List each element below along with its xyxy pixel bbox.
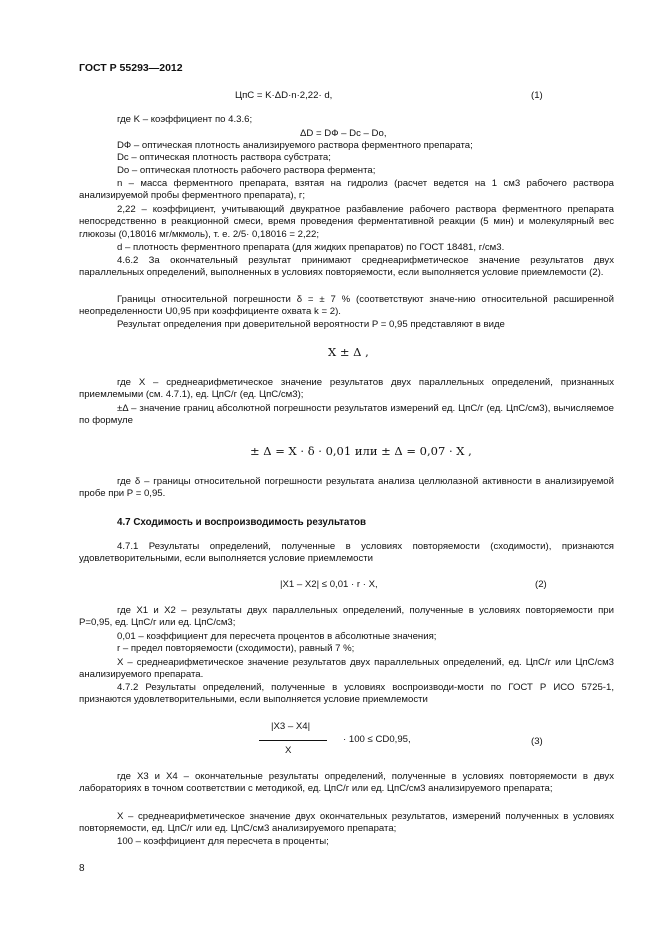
definitions-1 xyxy=(117,140,614,177)
where-x3-x4: где X3 и X4 – окончательные результаты определений, полученные в условиях повторяемости в двух лабораториях в точном соответствии с методикой, ед. ЦпС/г или ед. ЦпС/см3 анализируемого препарата; xyxy=(79,771,614,795)
def-r: r – предел повторяемости (сходимости), равный 7 %; xyxy=(117,643,355,655)
formula-1-number: (1) xyxy=(531,90,543,101)
paragraph-4-7-2: 4.7.2 Результаты определений, полученные в условиях воспроизводи-мости по ГОСТ Р ИСО 5725-1, признаются удовлетворительными, если выполняется условие приемлемости xyxy=(79,682,614,706)
where-delta: где δ – границы относительной погрешности результата анализа целлюлазной активности в анализируемой пробе при P = 0,95. xyxy=(79,476,614,500)
paragraph-4-7-1: 4.7.1 Результаты определений, полученные в условиях повторяемости (сходимости), признаются удовлетворительными, если выполняется условие приемлемости xyxy=(79,541,614,565)
paragraph-4-6-2: 4.6.2 За окончательный результат принимают среднеарифметическое значение результатов двух параллельных определений, выполненных в условиях повторяемости, если выполняется условие приемлемости (2). xyxy=(79,255,614,279)
def-100: 100 – коэффициент для пересчета в проценты; xyxy=(117,836,329,847)
def-do: Dо – оптическая плотность рабочего раствора фермента; xyxy=(117,164,376,176)
delta-d-formula: ΔD = DФ – Dc – Dо, xyxy=(300,128,387,139)
formula-2: |X1 – X2| ≤ 0,01 · r · X, xyxy=(280,579,378,590)
def-dphi: DФ – оптическая плотность анализируемого раствора ферментного препарата; xyxy=(117,140,473,151)
formula-2-number: (2) xyxy=(535,579,547,590)
def-001: 0,01 – коэффициент для пересчета процентов в абсолютные значения; xyxy=(117,631,437,642)
formula-3-fraction-bar xyxy=(259,740,327,741)
bounds-paragraph: Границы относительной погрешности δ = ± 7 % (соответствуют значе-нию относительной расширенной неопределенности U0,95 при коэффициенте охвата k = 2). xyxy=(79,294,614,318)
formula-3-tail: · 100 ≤ CD0,95, xyxy=(343,734,411,745)
where-k: где K – коэффициент по 4.3.6; xyxy=(117,114,253,125)
page-number: 8 xyxy=(79,863,85,874)
section-4-7-title: 4.7 Сходимость и воспроизводимость результатов xyxy=(117,517,367,528)
x-plus-minus-delta: X ± Δ , xyxy=(328,345,369,359)
where-x: где X – среднеарифметическое значение результатов двух параллельных определений, признанных приемлемыми (см. 4.7.1), ед. ЦпС/г (ед. ЦпС/см3); xyxy=(79,377,614,401)
def-n: n – масса ферментного препарата, взятая на гидролиз (расчет ведется на 1 см3 рабочего раствора анализируемой пробы ферментного препарата), г; xyxy=(79,178,614,202)
def-dc: Dc – оптическая плотность раствора субстрата; xyxy=(117,152,331,164)
def-222: 2,22 – коэффициент, учитывающий двукратное разбавление рабочего раствора ферментного препарата непосредственно в реакционной смеси, время проведения ферментативной реакции (5 мин) и молекулярный вес глюкозы (0,18016 мг/мкмоль), т. е. 2/5· 0,18016 = 2,22; xyxy=(79,204,614,240)
formula-3-denominator: X xyxy=(285,745,292,756)
def-x-3: X – среднеарифметическое значение двух окончательных результатов, измерений полученных в условиях повторяемости, ед. ЦпС/г или ед. ЦпС/см3 анализируемого препарата; xyxy=(79,811,614,835)
formula-3-number: (3) xyxy=(531,736,543,747)
formula-1 xyxy=(235,90,332,102)
definitions-2 xyxy=(117,631,614,656)
where-x1-x2: где X1 и X2 – результаты двух параллельных определений, полученные в условиях повторяемости при P=0,95, ед. ЦпС/г или ед. ЦпС/см3; xyxy=(79,605,614,629)
result-intro: Результат определения при доверительной вероятности P = 0,95 представляют в виде xyxy=(117,319,505,330)
def-x-2: X – среднеарифметическое значение результатов двух параллельных определений, ед. ЦпС/г или ЦпС/см3 анализируемого препарата. xyxy=(79,657,614,681)
pm-delta-formula: ± Δ = X · δ · 0,01 или ± Δ = 0,07 · X , xyxy=(250,444,472,458)
pm-delta-definition: ±Δ – значение границ абсолютной погрешности результатов измерений ед. ЦпС/г (ед. ЦпС/см3), вычисляемое по формуле xyxy=(79,403,614,427)
formula-3-numerator: |X3 – X4| xyxy=(271,721,311,732)
def-d: d – плотность ферментного препарата (для жидких препаратов) по ГОСТ 18481, г/см3. xyxy=(117,242,505,253)
formula-1-expr: ЦпС = K·ΔD·n·2,22· d, xyxy=(235,90,333,101)
standard-header: ГОСТ Р 55293—2012 xyxy=(79,62,183,74)
